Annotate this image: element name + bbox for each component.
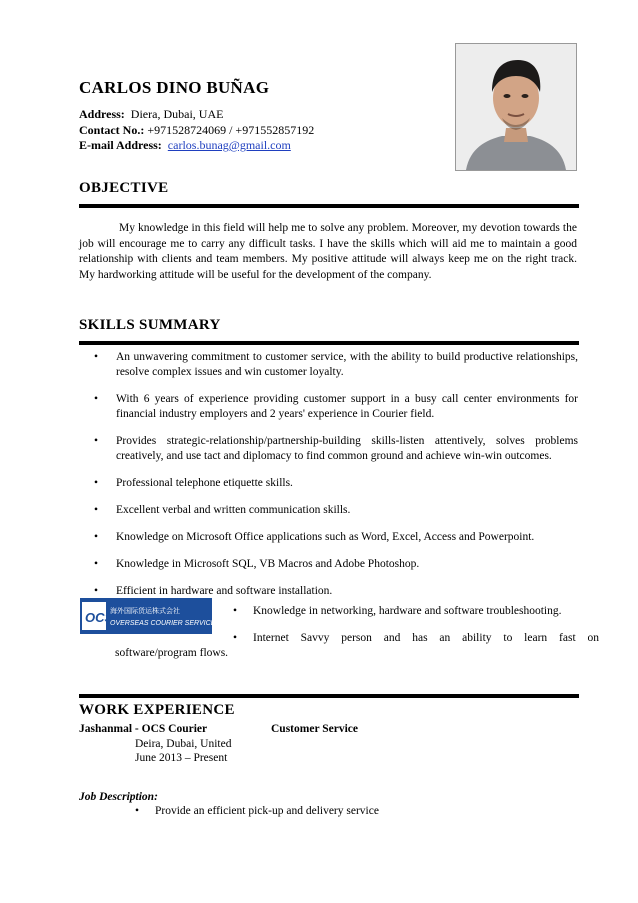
- skills-list: [94, 350, 578, 611]
- address-label: Address:: [79, 107, 125, 121]
- address-value: Diera, Dubai, UAE: [130, 107, 224, 121]
- work-period: June 2013 – Present: [135, 752, 228, 764]
- skill-text: Knowledge in networking, hardware and software troubleshooting.: [253, 605, 562, 617]
- list-item: [94, 434, 578, 464]
- skill-text: With 6 years of experience providing customer support in a busy call center environments for financial industry employers and 2 years' experience in Courier field.: [116, 393, 578, 420]
- work-heading: WORK EXPERIENCE: [79, 702, 235, 718]
- skill-text: Efficient in hardware and software installation.: [116, 585, 333, 597]
- list-item: [94, 557, 578, 572]
- skills-heading: SKILLS SUMMARY: [79, 317, 221, 333]
- skill-text: Internet Savvy person and has an ability to learn fast on: [253, 632, 599, 644]
- list-item: [94, 392, 578, 422]
- contact-line: [79, 123, 314, 139]
- objective-paragraph: My knowledge in this field will help me to solve any problem. Moreover, my devotion towards the job will encourage me to carry any difficult tasks. I have the skills which will aid me to maintain a good relationship with clients and team members. My positive attitude will always keep me on the right track. My hardworking attitude will be useful for the development of the company.: [79, 222, 577, 281]
- work-location: Deira, Dubai, United: [135, 738, 232, 750]
- skill-text: Knowledge in Microsoft SQL, VB Macros and Adobe Photoshop.: [116, 558, 420, 570]
- email-line: [79, 138, 314, 154]
- contact-label: Contact No.:: [79, 122, 145, 137]
- bullet-icon: •: [94, 558, 99, 570]
- bullet-icon: •: [94, 477, 99, 489]
- list-item: [233, 604, 599, 619]
- skills-divider: [79, 341, 579, 345]
- objective-text-block: [79, 221, 577, 283]
- bullet-icon: •: [94, 504, 99, 516]
- skill-text: Professional telephone etiquette skills.: [116, 477, 293, 489]
- bullet-icon: •: [233, 605, 238, 617]
- bullet-icon: •: [233, 632, 238, 644]
- bullet-icon: •: [94, 531, 99, 543]
- contact-block: [79, 107, 314, 154]
- bullet-icon: •: [94, 393, 99, 405]
- email-label: E-mail Address:: [79, 138, 162, 152]
- duty-text: Provide an efficient pick-up and delivery service: [155, 805, 379, 817]
- list-item: [135, 804, 595, 819]
- bullet-icon: •: [135, 805, 140, 817]
- objective-heading: OBJECTIVE: [79, 180, 169, 196]
- profile-photo-illustration: [456, 44, 576, 170]
- list-item: [94, 530, 578, 545]
- skill-text-continued: software/program flows.: [115, 647, 229, 659]
- list-item: [94, 503, 578, 518]
- job-description-label: Job Description:: [79, 791, 158, 803]
- bullet-icon: •: [94, 435, 99, 447]
- bullet-icon: •: [94, 351, 99, 363]
- skill-text: An unwavering commitment to customer service, with the ability to build productive relationships, resolve complex issues and win customer loyalty.: [116, 351, 578, 378]
- ocs-logo-graphic: [80, 598, 212, 634]
- position-title: Customer Service: [271, 723, 358, 735]
- skill-text: Provides strategic-relationship/partnership-building skills-listen attentively, solves problems creatively, and use tact and diplomacy to find common ground and achieve win-win outcomes.: [116, 435, 578, 462]
- bullet-icon: •: [94, 585, 99, 597]
- ocs-logo: [80, 598, 212, 634]
- ocs-logo-chinese: 海外国际货运株式会社: [110, 608, 180, 615]
- skill-text: Excellent verbal and written communication skills.: [116, 504, 351, 516]
- email-link[interactable]: carlos.bunag@gmail.com: [167, 138, 291, 152]
- list-item: [233, 631, 599, 646]
- list-item: [94, 476, 578, 491]
- skill-text: Knowledge on Microsoft Office applications such as Word, Excel, Access and Powerpoint.: [116, 531, 535, 543]
- contact-value: +971528724069 / +971552857192: [147, 122, 315, 137]
- ocs-logo-mark: OCS: [85, 610, 114, 625]
- objective-divider: [79, 204, 579, 208]
- company-name: Jashanmal - OCS Courier: [79, 723, 208, 735]
- list-item: [94, 584, 578, 599]
- list-item: [94, 350, 578, 380]
- address-line: [79, 107, 314, 123]
- ocs-logo-name: OVERSEAS COURIER SERVICE: [110, 620, 212, 627]
- work-divider: [79, 694, 579, 698]
- profile-photo: [455, 43, 577, 171]
- candidate-name: CARLOS DINO BUÑAG: [79, 78, 270, 97]
